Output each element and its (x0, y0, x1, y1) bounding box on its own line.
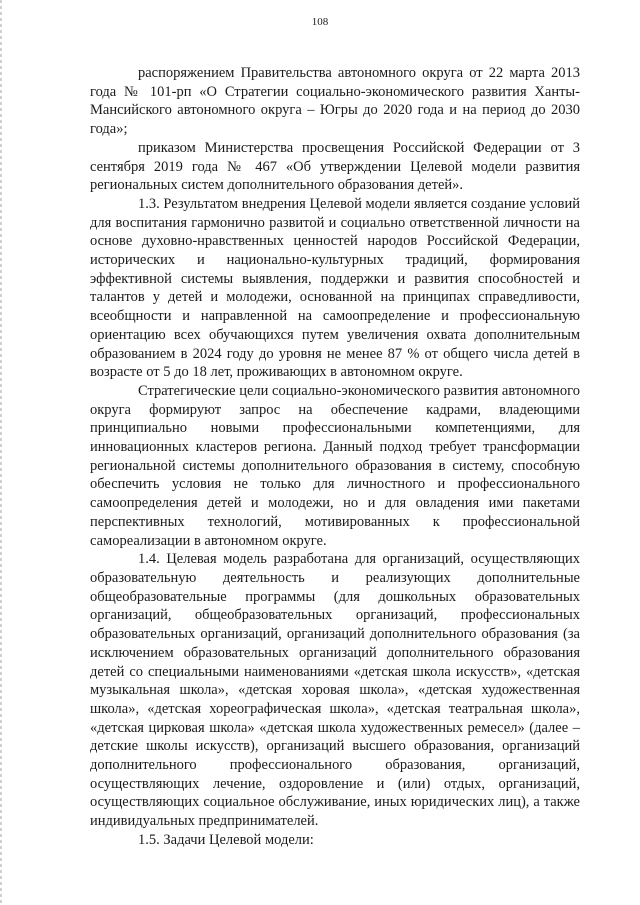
paragraph-1-4: 1.4. Целевая модель разработана для организаций, осуществляющих образовательную деятельность и реализующих дополнительные общеобразовательные программы (для дошкольных образовательных организаций, общеобразовательных организаций, профессиональных образовательных организаций, организаций дополнительного образования (за исключением образовательных организаций дополнительного образования детей со специальными наименованиями «детская школа искусств», «детская музыкальная школа», «детская хоровая школа», «детская художественная школа», «детская хореографическая школа», «детская театральная школа», «детская цирковая школа» «детская школа художественных ремесел» (далее – детские школы искусств), организаций высшего образования, организаций дополнительного профессионального образования, организаций, осуществляющих лечение, оздоровление и (или) отдых, организаций, осуществляющих социальное обслуживание, иных юридических лиц), а также индивидуальных предпринимателей. (90, 551, 580, 830)
paragraph-1-5: 1.5. Задачи Целевой модели: (138, 831, 314, 848)
paragraph-1-3: 1.3. Результатом внедрения Целевой модели является создание условий для воспитания гармонично развитой и социально ответственной личности на основе духовно-нравственных ценностей народов Российской Федерации, исторических и национально-культурных традиций, формирования эффективной системы выявления, поддержки и развития способностей и талантов у детей и молодежи, основанной на принципах справедливости, всеобщности и направленной на самоопределение и профессиональную ориентацию всех обучающихся путем увеличения охвата дополнительным образованием в 2024 году до уровня не менее 87 % от общего числа детей в возрасте от 5 до 18 лет, проживающих в автономном округе. (90, 195, 580, 381)
scan-edge (0, 0, 2, 905)
paragraph-order-2013: распоряжением Правительства автономного округа от 22 марта 2013 года № 101-рп «О Стратегии социально-экономического развития Ханты-Мансийского автономного округа – Югры до 2020 года и на период до 2030 года»; (90, 65, 580, 138)
paragraph-strategic-goals: Стратегические цели социально-экономического развития автономного округа формируют запрос на обеспечение кадрами, владеющими принципиально новыми профессиональными компетенциями, для инновационных кластеров региона. Данный подход требует трансформации региональной системы дополнительного образования в систему, способную обеспечить условия не только для личностного и профессионального самоопределения детей и молодежи, но и для овладения ими пакетами перспективных технологий, мотивированных к профессиональной самореализации в автономном округе. (90, 382, 580, 549)
paragraph-order-2019: приказом Министерства просвещения Российской Федерации от 3 сентября 2019 года № 467 «Об утверждении Целевой модели развития региональных систем дополнительного образования детей». (90, 139, 580, 194)
page-number: 108 (311, 16, 329, 28)
document-body (90, 64, 580, 850)
